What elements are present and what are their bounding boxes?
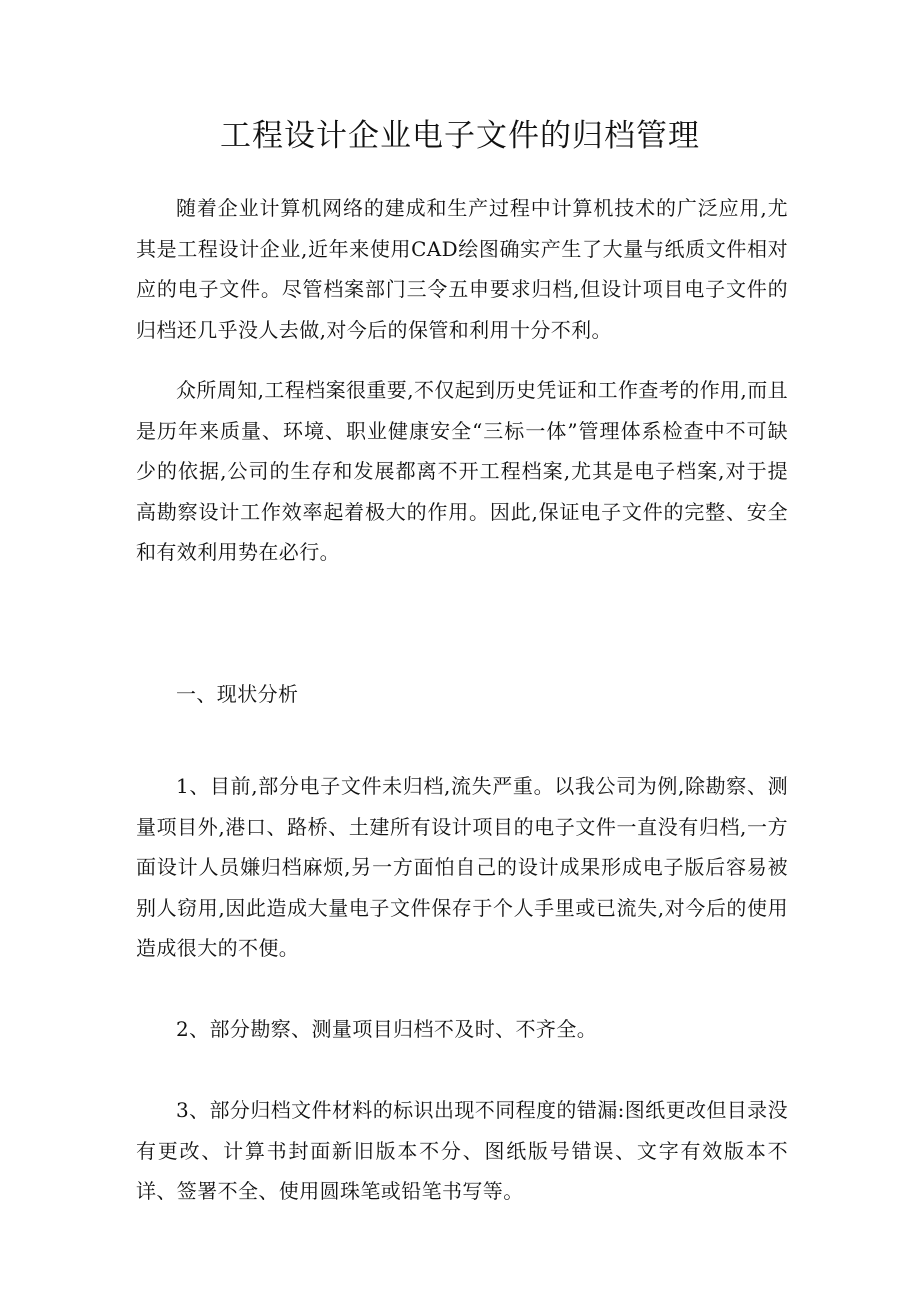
document-title: 工程设计企业电子文件的归档管理 bbox=[220, 118, 700, 154]
list-item-3: 3、部分归档文件材料的标识出现不同程度的错漏:图纸更改但目录没有更改、计算书封面新旧版本不分、图纸版号错误、文字有效版本不详、签署不全、使用圆珠笔或铅笔书写等。 bbox=[136, 1098, 788, 1203]
intro-paragraph-2: 众所周知,工程档案很重要,不仅起到历史凭证和工作查考的作用,而且是历年来质量、环境、职业健康安全“三标一体”管理体系检查中不可缺少的依据,公司的生存和发展都离不开工程档案,尤其是电子档案,对于提高勘察设计工作效率起着极大的作用。因此,保证电子文件的完整、安全和有效利用势在必行。 bbox=[136, 378, 788, 564]
list-item-2: 2、部分勘察、测量项目归档不及时、不齐全。 bbox=[176, 1017, 598, 1041]
intro-paragraph-1: 随着企业计算机网络的建成和生产过程中计算机技术的广泛应用,尤其是工程设计企业,近年来使用CAD绘图确实产生了大量与纸质文件相对应的电子文件。尽管档案部门三令五申要求归档,但设计项目电子文件的归档还几乎没人去做,对今后的保管和利用十分不利。 bbox=[136, 196, 788, 342]
list-item-1: 1、目前,部分电子文件未归档,流失严重。以我公司为例,除勘察、测量项目外,港口、路桥、土建所有设计项目的电子文件一直没有归档,一方面设计人员嫌归档麻烦,另一方面怕自己的设计成果形成电子版后容易被别人窃用,因此造成大量电子文件保存于个人手里或已流失,对今后的使用造成很大的不便。 bbox=[136, 774, 788, 960]
section-heading: 一、现状分析 bbox=[176, 682, 299, 706]
